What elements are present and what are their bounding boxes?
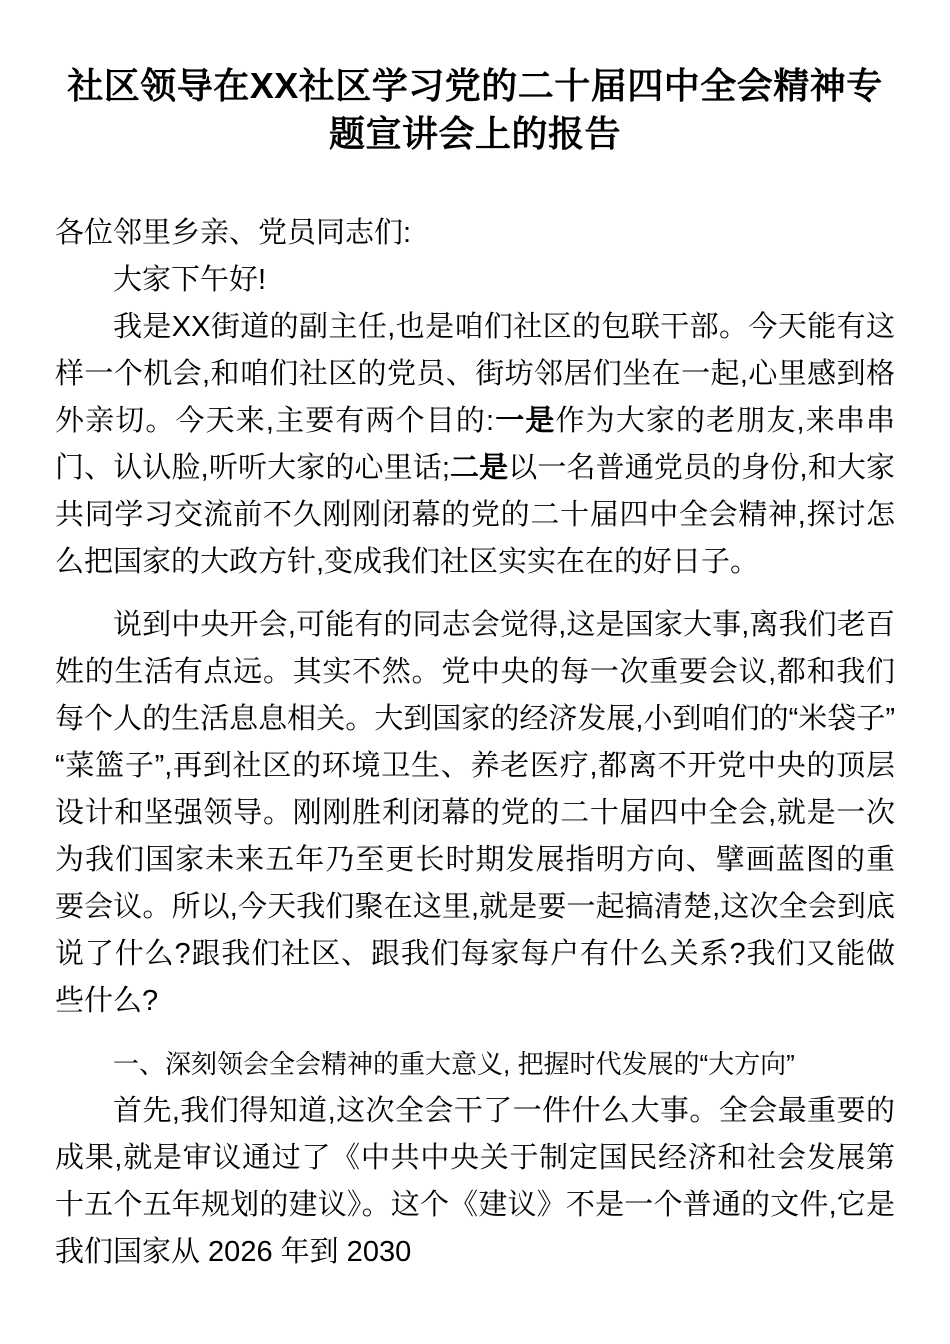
intro-text-part-1: 我是XX街道的副主任,也是咱们社区的包联干部。今天能有这样一个机会,和咱们社区的党员、街坊邻居们坐在一起,心里感到格外亲切。今天来,主要有两个目的: — [55, 311, 895, 437]
intro-text-part-2: 作为大家的老朋友,来串串门、认认脸,听听大家的心里话; — [55, 405, 895, 484]
document-body — [55, 0, 895, 1276]
body-paragraph-three: 首先,我们得知道,这次全会干了一件什么大事。全会最重要的成果,就是审议通过了《中共中央关于制定国民经济和社会发展第十五个五年规划的建议》。这个《建议》不是一个普通的文件,它是我们国家从 2026 年到 2030 — [55, 1095, 895, 1268]
body-paragraph-two: 说到中央开会,可能有的同志会觉得,这是国家大事,离我们老百姓的生活有点远。其实不然。党中央的每一次重要会议,都和我们每个人的生活息息相关。大到国家的经济发展,小到咱们的“米袋子”“菜篮子”,再到社区的环境卫生、养老医疗,都离不开党中央的顶层设计和坚强领导。刚刚胜利闭幕的党的二十届四中全会,就是一次为我们国家未来五年乃至更长时期发展指明方向、擘画蓝图的重要会议。所以,今天我们聚在这里,就是要一起搞清楚,这次全会到底说了什么?跟我们社区、跟我们每家每户有什么关系?我们又能做些什么? — [55, 609, 895, 1017]
greeting-paragraph: 大家下午好! — [113, 264, 267, 296]
intro-text-part-3: 以一名普通党员的身份,和大家共同学习交流前不久刚刚闭幕的党的二十届四中全会精神,探讨怎么把国家的大政方针,变成我们社区实实在在的好日子。 — [55, 452, 895, 578]
section-heading-one: 一、深刻领会全会精神的重大意义, 把握时代发展的“大方向” — [113, 1049, 795, 1079]
intro-emphasis-second: 二是 — [449, 452, 509, 484]
intro-paragraph — [55, 304, 895, 586]
page-title: 社区领导在XX社区学习党的二十届四中全会精神专题宣讲会上的报告 — [67, 65, 883, 154]
intro-emphasis-first: 一是 — [494, 405, 556, 437]
salutation-line: 各位邻里乡亲、党员同志们: — [55, 217, 412, 249]
